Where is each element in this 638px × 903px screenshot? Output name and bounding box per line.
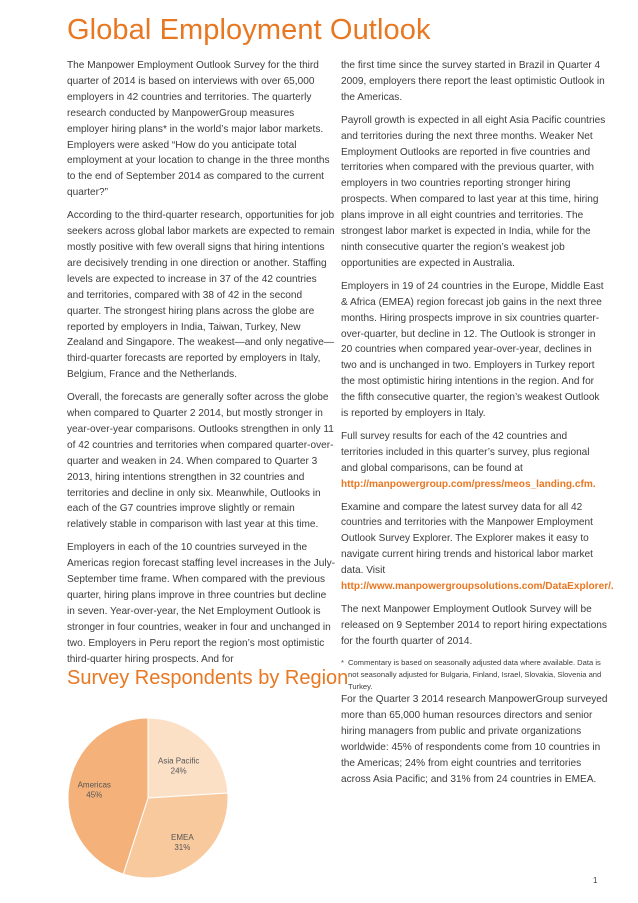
survey-description: For the Quarter 3 2014 research ManpowerGroup surveyed more than 65,000 human resources directors and senior hiring managers from public and private organizations worldwide: 45% of respondents come from 10 countries in the Americas; 24% from eight countries and territories across Asia Pacific; and 31% from 24 countries in EMEA.: [341, 694, 608, 785]
left-column: [67, 58, 335, 675]
pie-value-asia-pacific: 24%: [170, 766, 187, 776]
emea-paragraph: Employers in 19 of 24 countries in the Europe, Middle East & Africa (EMEA) region forecast job gains in the next three months. Hiring prospects improve in six countries quarter-over-quarter, but decline in 12. The Outlook is stronger in 20 countries when compared year-over-year, declines in two and is unchanged in two. Employers in Turkey report the most optimistic hiring intentions in the region. And for the fifth consecutive quarter, the region’s weakest Outlook is reported by employers in Italy.: [341, 280, 604, 420]
intro-paragraph: The Manpower Employment Outlook Survey for the third quarter of 2014 is based on interviews with over 65,000 employers in 42 countries and territories. The quarterly research conducted by ManpowerGroup measures employer hiring plans* in the world’s major labor markets. Employers were asked “How do you anticipate total employment at your location to change in the three months to the end of September 2014 as compared to the current quarter?”: [67, 60, 330, 199]
footnote-text: Commentary is based on seasonally adjusted data where available. Data is not seasonally adjusted for Bulgaria, Finland, Israel, Slovakia, Slovenia and Turkey.: [347, 657, 602, 691]
results-link[interactable]: http://manpowergroup.com/press/meos_landing.cfm.: [341, 478, 596, 490]
pie-value-americas: 45%: [86, 790, 103, 800]
results-text: Full survey results for each of the 42 countries and territories included in this quarter’s survey, plus regional and global comparisons, can be found at: [341, 430, 590, 474]
explorer-link[interactable]: http://www.manpowergroupsolutions.com/DataExplorer/.: [341, 581, 614, 593]
comparison-paragraph: Overall, the forecasts are generally softer across the globe when compared to Quarter 2 2014, but mostly stronger in year-over-year comparisons. Outlooks strengthen in only 11 of 42 countries and territories when compared quarter-over-quarter and weaken in 24. When compared to Quarter 3 2013, hiring intentions strengthen in 32 countries and territories and decline in only six. Meanwhile, Outlooks in each of the G7 countries improve slightly or remain relatively stable in comparison with last year at this time.: [67, 392, 334, 531]
page-number: 1: [593, 876, 598, 885]
footnote: [341, 657, 609, 693]
americas-paragraph: Employers in each of the 10 countries surveyed in the Americas region forecast staffing level increases in the July-September time frame. When compared with the previous quarter, hiring plans improve in three countries but decline in seven. Year-over-year, the Net Employment Outlook is stronger in four countries, weaker in four and unchanged in two. Employers in Peru report the region’s most optimistic third-quarter hiring prospects. And for: [67, 542, 335, 665]
respondents-pie-chart: [67, 697, 332, 897]
section-title: Survey Respondents by Region: [67, 667, 349, 689]
right-column: [341, 58, 614, 693]
next-release-paragraph: The next Manpower Employment Outlook Survey will be released on 9 September 2014 to report hiring expectations for the fourth quarter of 2014.: [341, 604, 607, 647]
pie-value-emea: 31%: [174, 843, 191, 853]
footnote-mark: *: [341, 657, 344, 667]
brazil-paragraph: the first time since the survey started in Brazil in Quarter 4 2009, employers there report the least optimistic Outlook in the Americas.: [341, 60, 605, 103]
page-title: Global Employment Outlook: [67, 14, 431, 46]
outlook-paragraph: According to the third-quarter research, opportunities for job seekers across global labor markets are expected to remain mostly positive with few overall signs that hiring intentions are decisively trending in one direction or another. Staffing levels are expected to increase in 37 of the 42 countries and territories, compared with 38 of 42 in the second quarter. The strongest hiring plans across the globe are reported by employers in India, Taiwan, Turkey, New Zealand and Singapore. The weakest—and only negative—third-quarter forecasts are reported by employers in Italy, Belgium, France and the Netherlands.: [67, 210, 335, 381]
asia-pacific-paragraph: Payroll growth is expected in all eight Asia Pacific countries and territories during the next three months. Weaker Net Employment Outlooks are reported in five countries and territories when compared with the previous quarter, with employers in two countries reporting stronger hiring prospects. When compared to last year at this time, hiring plans improve in all eight countries and territories. The strongest labor market is expected in India, while for the ninth consecutive quarter the region’s weakest job opportunities are expected in Australia.: [341, 114, 606, 269]
pie-label-americas: Americas: [77, 780, 111, 790]
explorer-paragraph: [341, 500, 614, 595]
pie-label-emea: EMEA: [170, 833, 194, 843]
results-paragraph: [341, 429, 609, 493]
pie-label-asia-pacific: Asia Pacific: [157, 756, 200, 766]
explorer-text: Examine and compare the latest survey data for all 42 countries and territories with the Manpower Employment Outlook Survey Explorer. The Explorer makes it easy to navigate current hiring trends and historical labor market data. Visit: [341, 501, 593, 577]
